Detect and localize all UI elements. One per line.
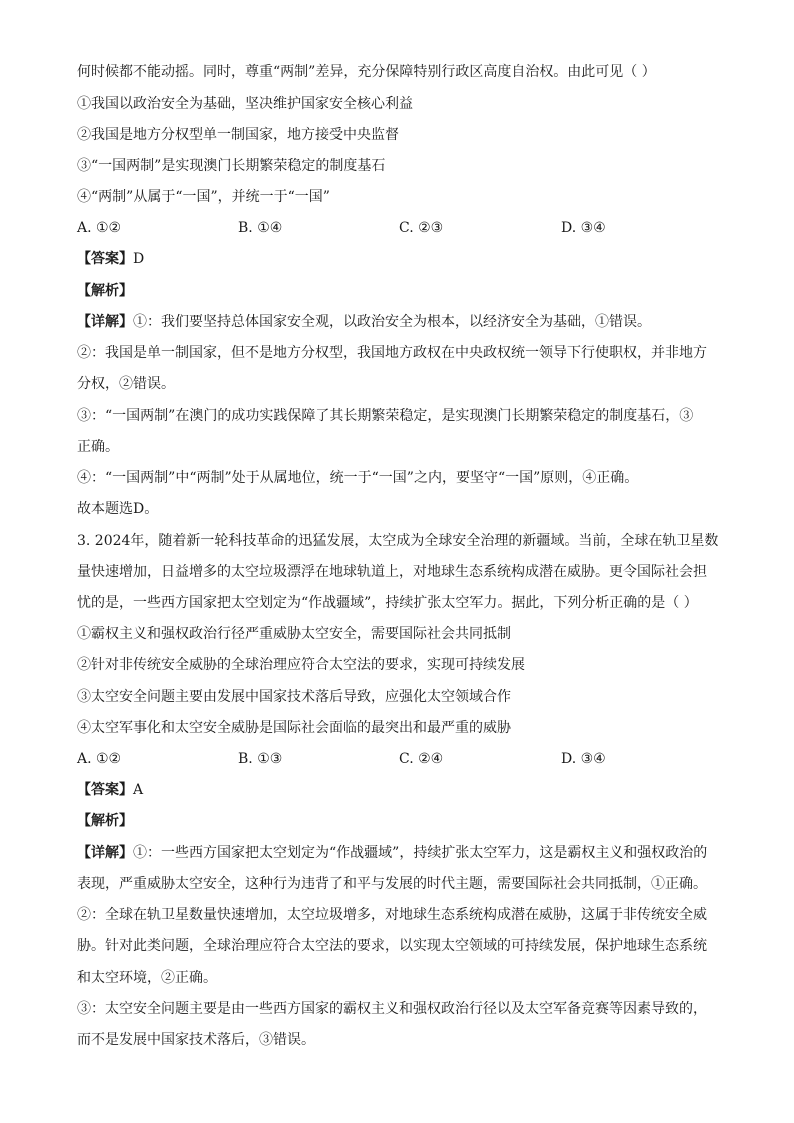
- answer-label: 【答案】: [77, 251, 133, 267]
- option-c: C. ②③: [399, 220, 444, 236]
- question-3-item-1: ①霸权主义和强权政治行径严重威胁太空安全，需要国际社会共同抵制: [77, 626, 511, 642]
- question-2-explanation-3: 分权，②错误。: [77, 376, 175, 392]
- question-2-explanation-5: 正确。: [77, 439, 119, 455]
- question-2-item-4: ④“两制”从属于“一国”，并统一于“一国”: [77, 189, 330, 205]
- analysis-label: 【解析】: [77, 283, 133, 299]
- question-3-answer: [77, 780, 143, 800]
- question-3-stem-2: 量快速增加，日益增多的太空垃圾漂浮在地球轨道上，对地球生态系统构成潜在威胁。更令国际社会担: [77, 564, 707, 580]
- detail-label: 【详解】: [77, 314, 133, 330]
- question-3-options: [77, 749, 727, 769]
- question-2-explanation-2: ②：我国是单一制国家，但不是地方分权型，我国地方政权在中央政权统一领导下行使职权，并非地方: [77, 345, 707, 361]
- question-3-explanation-3: ②：全球在轨卫星数量快速增加，太空垃圾增多，对地球生态系统构成潜在威胁，这属于非传统安全威: [77, 907, 707, 923]
- question-2-analysis-heading: [77, 281, 133, 301]
- explanation-text: ①：一些西方国家把太空划定为“作战疆域”，持续扩张太空军力，这是霸权主义和强权政治的: [133, 845, 708, 861]
- analysis-label: 【解析】: [77, 813, 133, 829]
- option-c: C. ②④: [399, 751, 444, 767]
- question-3-explanation-7: 而不是发展中国家技术落后，③错误。: [77, 1032, 315, 1048]
- option-b: B. ①③: [238, 751, 283, 767]
- question-3-explanation-2: 表现，严重威胁太空安全，这种行为违背了和平与发展的时代主题，需要国际社会共同抵制，①正确。: [77, 876, 707, 892]
- question-3-explanation-6: ③：太空安全问题主要是由一些西方国家的霸权主义和强权政治行径以及太空军备竞赛等因素导致的，: [77, 1001, 707, 1017]
- explanation-text: ①：我们要坚持总体国家安全观，以政治安全为根本，以经济安全为基础，①错误。: [133, 314, 651, 330]
- question-2-stem-tail: 何时候都不能动摇。同时，尊重“两制”差异，充分保障特别行政区高度自治权。由此可见（ ）: [77, 64, 656, 80]
- question-3-analysis-heading: [77, 811, 133, 831]
- question-3-item-3: ③太空安全问题主要由发展中国家技术落后导致，应强化太空领域合作: [77, 689, 511, 705]
- option-b: B. ①④: [238, 220, 283, 236]
- question-2-options: [77, 218, 727, 238]
- question-2-conclusion: 故本题选D。: [77, 501, 159, 517]
- question-3-explanation-5: 和太空环境，②正确。: [77, 970, 217, 986]
- question-2-item-3: ③“一国两制”是实现澳门长期繁荣稳定的制度基石: [77, 158, 386, 174]
- question-2-item-2: ②我国是地方分权型单一制国家，地方接受中央监督: [77, 127, 399, 143]
- detail-label: 【详解】: [77, 845, 133, 861]
- question-3-stem-3: 忧的是，一些西方国家把太空划定为“作战疆域”，持续扩张太空军力。据此，下列分析正确的是（ ）: [77, 595, 698, 611]
- question-3-stem-1: 3. 2024年，随着新一轮科技革命的迅猛发展，太空成为全球安全治理的新疆域。当前，全球在轨卫星数: [77, 533, 719, 549]
- answer-label: 【答案】: [77, 782, 133, 798]
- question-3-item-4: ④太空军事化和太空安全威胁是国际社会面临的最突出和最严重的威胁: [77, 720, 511, 736]
- question-2-explanation-1: [77, 312, 651, 332]
- question-2-item-1: ①我国以政治安全为基础，坚决维护国家安全核心利益: [77, 96, 413, 112]
- option-a: A. ①②: [77, 220, 122, 236]
- option-d: D. ③④: [561, 220, 606, 236]
- question-2-answer: [77, 249, 144, 269]
- question-3-explanation-4: 胁。针对此类问题，全球治理应符合太空法的要求，以实现太空领域的可持续发展，保护地球生态系统: [77, 938, 707, 954]
- question-2-explanation-4: ③：“一国两制”在澳门的成功实践保障了其长期繁荣稳定，是实现澳门长期繁荣稳定的制度基石，③: [77, 408, 694, 424]
- answer-value: D: [133, 251, 145, 267]
- question-3-explanation-1: [77, 843, 707, 863]
- question-2-explanation-6: ④：“一国两制”中“两制”处于从属地位，统一于“一国”之内，要坚守“一国”原则，④正确。: [77, 470, 639, 486]
- question-3-item-2: ②针对非传统安全威胁的全球治理应符合太空法的要求，实现可持续发展: [77, 657, 525, 673]
- answer-value: A: [133, 782, 144, 798]
- option-d: D. ③④: [561, 751, 606, 767]
- option-a: A. ①②: [77, 751, 122, 767]
